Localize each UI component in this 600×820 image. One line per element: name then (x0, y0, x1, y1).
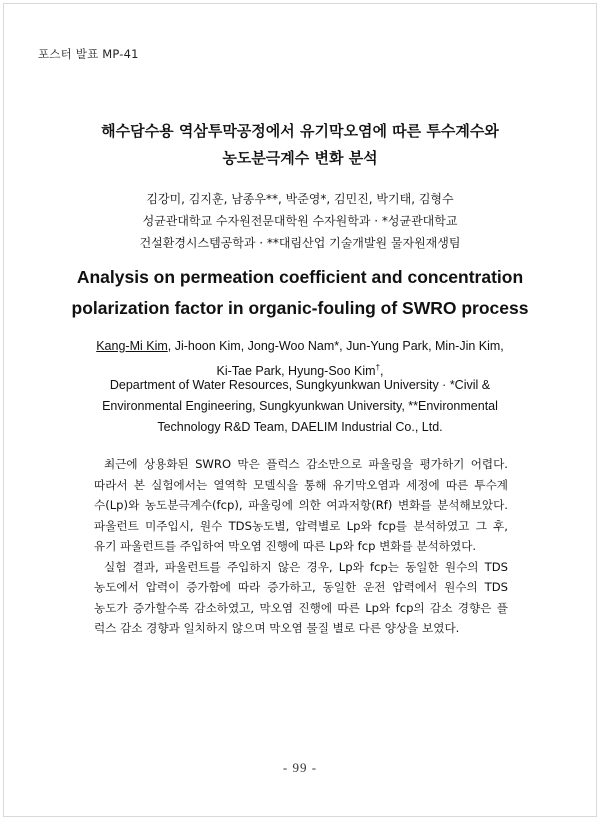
corresponding-author-mark: † (375, 363, 381, 372)
session-label: 포스터 발표 MP-41 (38, 47, 139, 61)
english-affiliation-line-3: Technology R&D Team, DAELIM Industrial Co., Ltd. (157, 420, 443, 434)
abstract-line: 따라서 본 실험에서는 열역학 모델식을 통해 유기막오염과 세정에 따른 투수계 (94, 477, 508, 492)
korean-authors: 김강미, 김지훈, 남종우**, 박준영*, 김민진, 박기태, 김형수 (146, 192, 454, 206)
korean-author-block (40, 188, 560, 254)
abstract-line: 수(Lp)와 농도분극계수(fcp), 파울링에 의한 여과저항(Rf) 변화를 분석해보았다. (94, 498, 508, 512)
english-title-line-2: polarization factor in organic-fouling of SWRO process (71, 298, 529, 318)
korean-title-line-1: 해수담수용 역삼투막공정에서 유기막오염에 따른 투수계수와 (101, 122, 499, 140)
english-affiliations (80, 375, 520, 438)
abstract-line: 농도가 증가할수록 감소하였고, 막오염 진행에 따른 Lp와 fcp의 감소 경향은 플 (94, 600, 508, 615)
abstract-line: 농도에서 압력이 증가함에 따라 증가하고, 동일한 운전 압력에서 원수의 TDS (94, 580, 508, 594)
abstract-line: 최근에 상용화된 SWRO 막은 플럭스 감소만으로 파울링을 평가하기 어렵다. (104, 457, 508, 471)
english-title-line-1: Analysis on permeation coefficient and concentration (76, 267, 524, 287)
page-number: - 99 - (282, 760, 318, 775)
abstract-paragraph-1 (94, 454, 508, 557)
english-affiliation-line-1: Department of Water Resources, Sungkyunkwan University · *Civil & (109, 378, 491, 392)
english-title (40, 262, 560, 324)
english-affiliation-line-2: Environmental Engineering, Sungkyunkwan University, **Environmental (102, 399, 498, 413)
abstract-line: 파울런트 미주입시, 원수 TDS농도별, 압력별로 Lp와 fcp를 분석하였고 그 후, (94, 518, 508, 533)
abstract-line: 럭스 감소 경향과 일치하지 않으며 막오염 물질 별로 다른 양상을 보였다. (94, 621, 460, 635)
abstract-line: 유기 파울런트를 주입하여 막오염 진행에 따른 Lp와 fcp 변화를 분석하였다. (94, 539, 477, 553)
abstract-body (94, 454, 508, 639)
korean-title (40, 118, 560, 172)
korean-affiliation-line-2: 건설환경시스템공학과 · **대림산업 기술개발원 물자원재생팀 (139, 236, 461, 250)
presenting-author: Kang-Mi Kim (96, 339, 168, 353)
english-authors-rest: , Ji-hoon Kim, Jong-Woo Nam*, Jun-Yung Park, Min-Jin Kim, (167, 339, 504, 353)
korean-affiliation-line-1: 성균관대학교 수자원전문대학원 수자원학과 · *성균관대학교 (142, 214, 458, 228)
abstract-paragraph-2 (94, 557, 508, 639)
english-authors-line-1 (80, 335, 520, 357)
english-authors-line-2: Ki-Tae Park, Hyung-Soo Kim†, (216, 363, 384, 379)
abstract-line: 실험 결과, 파울런트를 주입하지 않은 경우, Lp와 fcp는 동일한 원수의 TDS (104, 559, 508, 574)
korean-title-line-2: 농도분극계수 변화 분석 (222, 149, 378, 167)
